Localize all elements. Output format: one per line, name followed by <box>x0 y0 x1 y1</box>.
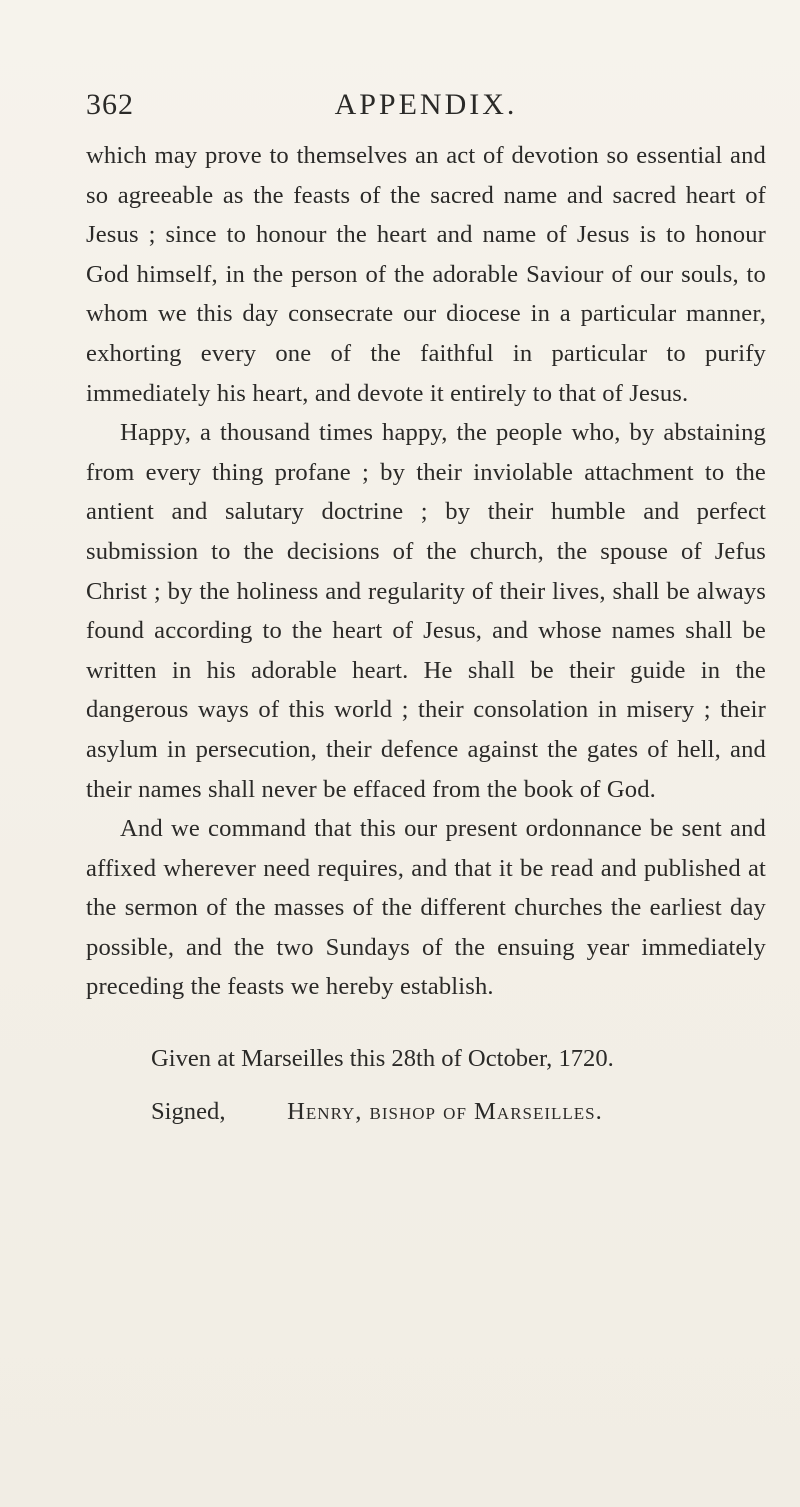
running-head <box>86 88 766 124</box>
paragraph-command: And we command that this our present ordonnance be sent and affixed wherever need requires, and that it be read and published at the sermon of the masses of the different churches the earliest day possible, and the two Sundays of the ensuing year immediately preceding the feasts we hereby establish. <box>86 815 766 1001</box>
paragraph-happy: Happy, a thousand times happy, the people who, by abstaining from every thing profane ; by their inviolable attachment to the antient and salutary doctrine ; by their humble and perfect submission to the decisions of the church, the spouse of Jefus Christ ; by the holiness and regularity of their lives, shall be always found according to the heart of Jesus, and whose names shall be written in his adorable heart. He shall be their guide in the dangerous ways of this world ; their consolation in misery ; their asylum in persecution, their defence against the gates of hell, and their names shall never be effaced from the book of God. <box>86 419 766 803</box>
signed-label: Signed, <box>151 1098 226 1125</box>
running-title: APPENDIX. <box>334 88 518 121</box>
signature-line <box>151 1098 771 1126</box>
signature: Henry, bishop of Marseilles. <box>287 1098 603 1125</box>
paragraph-continued: which may prove to themselves an act of devotion so essential and so agreeable as the feasts of the sacred name and sacred heart of Jesus ; since to honour the heart and name of Jesus is to honour God himself, in the person of the adorable Saviour of our souls, to whom we this day consecrate our diocese in a particular manner, exhorting every one of the faithful in particular to purify immediately his heart, and devote it entirely to that of Jesus. <box>86 142 766 407</box>
body-text <box>86 136 766 1007</box>
dateline: Given at Marseilles this 28th of October, 1720. <box>151 1045 614 1072</box>
page-number: 362 <box>86 88 134 121</box>
